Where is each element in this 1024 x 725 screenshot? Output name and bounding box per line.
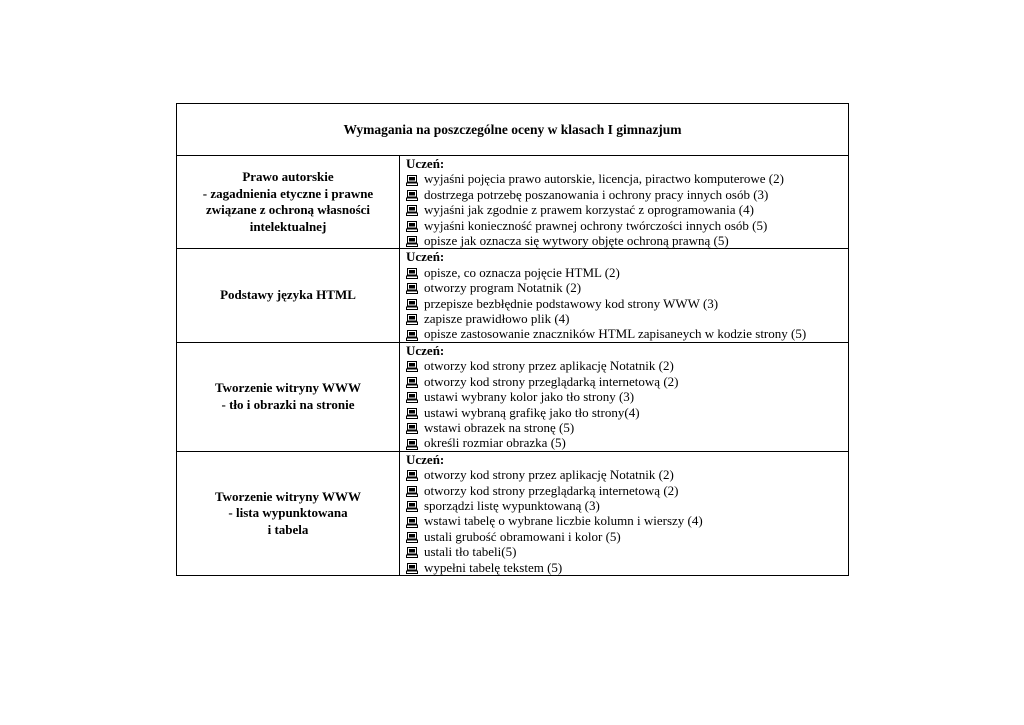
student-heading: Uczeń: (406, 451, 445, 467)
topic-line: intelektualnej (249, 218, 327, 234)
requirements-list (406, 467, 848, 575)
list-item (406, 218, 848, 233)
requirement-text: dostrzega potrzebę poszanowania i ochrony pracy innych osób (3) (424, 186, 769, 202)
requirements-table (176, 103, 849, 576)
student-heading: Uczeń: (406, 342, 445, 358)
computer-icon (406, 204, 418, 215)
topic-cell (177, 156, 400, 249)
list-item (406, 544, 848, 559)
requirement-text: ustali grubość obramowani i kolor (5) (424, 528, 621, 544)
topic-cell (177, 342, 400, 451)
list-item (406, 202, 848, 217)
requirement-text: wstawi tabelę o wybrane liczbie kolumn i wierszy (4) (424, 513, 703, 529)
computer-icon (406, 531, 418, 542)
computer-icon (406, 174, 418, 185)
requirements-cell (400, 342, 849, 451)
computer-icon (406, 500, 418, 511)
requirement-text: otworzy program Notatnik (2) (424, 280, 582, 296)
list-item (406, 529, 848, 544)
computer-icon (406, 329, 418, 340)
topic-line: Prawo autorskie (242, 169, 334, 185)
computer-icon (406, 360, 418, 371)
topic-line: Tworzenie witryny WWW (214, 380, 362, 396)
computer-icon (406, 313, 418, 324)
topic-line: związane z ochroną własności (205, 202, 371, 218)
requirement-text: otworzy kod strony przeglądarką internetową (2) (424, 482, 679, 498)
topic-line: - tło i obrazki na stronie (221, 396, 355, 412)
computer-icon (406, 189, 418, 200)
list-item (406, 435, 848, 450)
computer-icon (406, 267, 418, 278)
student-heading: Uczeń: (406, 249, 445, 265)
requirement-text: opisze jak oznacza się wytwory objęte ochroną prawną (5) (424, 233, 729, 249)
computer-icon (406, 376, 418, 387)
computer-icon (406, 407, 418, 418)
requirement-text: ustawi wybrany kolor jako tło strony (3) (424, 389, 635, 405)
computer-icon (406, 298, 418, 309)
computer-icon (406, 469, 418, 480)
list-item (406, 374, 848, 389)
topic-line: Tworzenie witryny WWW (214, 488, 362, 504)
requirement-text: otworzy kod strony przez aplikację Notatnik (2) (424, 467, 674, 483)
computer-icon (406, 516, 418, 527)
requirements-cell (400, 249, 849, 342)
requirement-text: opisze, co oznacza pojęcie HTML (2) (424, 264, 620, 280)
requirements-list (406, 358, 848, 450)
requirement-text: opisze zastosowanie znaczników HTML zapisaneych w kodzie strony (5) (424, 326, 807, 342)
topic-line: - zagadnienia etyczne i prawne (202, 185, 374, 201)
list-item (406, 326, 848, 341)
requirement-text: przepisze bezbłędnie podstawowy kod strony WWW (3) (424, 295, 719, 311)
table-row (177, 342, 849, 451)
computer-icon (406, 282, 418, 293)
topic-line: - lista wypunktowana (228, 505, 348, 521)
list-item (406, 513, 848, 528)
requirement-text: wyjaśni pojęcia prawo autorskie, licencja, piractwo komputerowe (2) (424, 171, 784, 187)
table-row (177, 156, 849, 249)
topic-cell (177, 249, 400, 342)
list-item (406, 389, 848, 404)
computer-icon (406, 562, 418, 573)
requirements-cell (400, 156, 849, 249)
requirement-text: ustawi wybraną grafikę jako tło strony(4) (424, 404, 640, 420)
list-item (406, 467, 848, 482)
requirement-text: określi rozmiar obrazka (5) (424, 435, 566, 451)
list-item (406, 405, 848, 420)
requirements-list (406, 171, 848, 248)
list-item (406, 233, 848, 248)
requirement-text: wypełni tabelę tekstem (5) (424, 559, 563, 575)
topic-cell (177, 451, 400, 575)
requirement-text: otworzy kod strony przez aplikację Notatnik (2) (424, 358, 674, 374)
list-item (406, 280, 848, 295)
list-item (406, 420, 848, 435)
requirement-text: wyjaśni konieczność prawnej ochrony twórczości innych osób (5) (424, 217, 768, 233)
list-item (406, 171, 848, 186)
list-item (406, 311, 848, 326)
computer-icon (406, 485, 418, 496)
computer-icon (406, 422, 418, 433)
requirement-text: otworzy kod strony przeglądarką internetową (2) (424, 373, 679, 389)
requirement-text: wstawi obrazek na stronę (5) (424, 419, 575, 435)
requirement-text: zapisze prawidłowo plik (4) (424, 311, 570, 327)
requirements-cell (400, 451, 849, 575)
list-item (406, 187, 848, 202)
table-title: Wymagania na poszczególne oceny w klasach I gimnazjum (177, 104, 849, 156)
requirement-text: wyjaśni jak zgodnie z prawem korzystać z oprogramowania (4) (424, 202, 754, 218)
requirement-text: sporządzi listę wypunktowaną (3) (424, 497, 600, 513)
computer-icon (406, 391, 418, 402)
computer-icon (406, 220, 418, 231)
table-row (177, 451, 849, 575)
table-row (177, 249, 849, 342)
list-item (406, 498, 848, 513)
topic-line: Podstawy języka HTML (220, 287, 356, 303)
requirement-text: ustali tło tabeli(5) (424, 544, 517, 560)
list-item (406, 358, 848, 373)
computer-icon (406, 235, 418, 246)
requirements-list (406, 265, 848, 342)
topic-line: i tabela (267, 521, 309, 537)
list-item (406, 483, 848, 498)
list-item (406, 265, 848, 280)
computer-icon (406, 438, 418, 449)
student-heading: Uczeń: (406, 156, 445, 171)
computer-icon (406, 546, 418, 557)
list-item (406, 560, 848, 575)
list-item (406, 296, 848, 311)
